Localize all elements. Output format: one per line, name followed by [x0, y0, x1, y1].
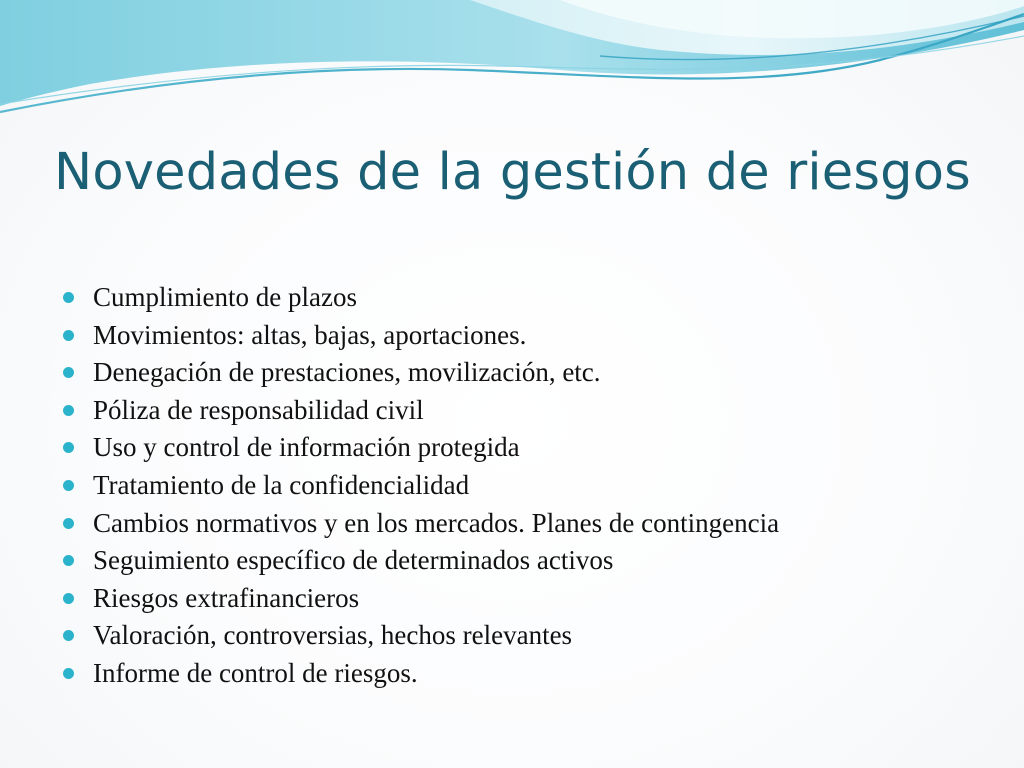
bullet-dot-icon [63, 593, 74, 604]
bullet-dot-icon [63, 367, 74, 378]
bullet-item [62, 580, 1002, 618]
bullet-dot-icon [63, 668, 74, 679]
bullet-text: Movimientos: altas, bajas, aportaciones. [93, 319, 527, 350]
bullet-item [62, 429, 1002, 467]
bullet-text: Informe de control de riesgos. [93, 657, 418, 688]
bullet-dot-icon [63, 405, 74, 416]
bullet-dot-icon [63, 480, 74, 491]
bullet-dot-icon [63, 442, 74, 453]
bullet-dot-icon [63, 330, 74, 341]
bullet-dot-icon [63, 630, 74, 641]
bullet-text: Cumplimiento de plazos [93, 282, 357, 312]
bullet-item [62, 467, 1002, 505]
bullet-text: Cambios normativos y en los mercados. Planes de contingencia [93, 507, 780, 538]
bullet-dot-icon [63, 518, 74, 529]
bullet-item [62, 542, 1002, 580]
bullet-item [62, 655, 1002, 693]
bullet-item [62, 317, 1002, 355]
bullet-text: Tratamiento de la confidencialidad [93, 469, 470, 500]
bullet-text: Uso y control de información protegida [93, 432, 520, 463]
bullet-text: Denegación de prestaciones, movilización, etc. [93, 357, 601, 388]
bullet-item [62, 505, 1002, 543]
bullet-dot-icon [63, 292, 74, 303]
bullet-list [62, 279, 1002, 693]
bullet-text: Póliza de responsabilidad civil [93, 394, 424, 425]
bullet-text: Seguimiento específico de determinados activos [93, 545, 614, 576]
bullet-item [62, 279, 1002, 317]
slide-title: Novedades de la gestión de riesgos [54, 143, 971, 202]
bullet-item [62, 392, 1002, 430]
bullet-item [62, 354, 1002, 392]
bullet-item [62, 617, 1002, 655]
bullet-dot-icon [63, 555, 74, 566]
bullet-text: Valoración, controversias, hechos relevantes [93, 620, 573, 651]
bullet-text: Riesgos extrafinancieros [93, 582, 360, 613]
decorative-wave-banner [0, 0, 1024, 130]
